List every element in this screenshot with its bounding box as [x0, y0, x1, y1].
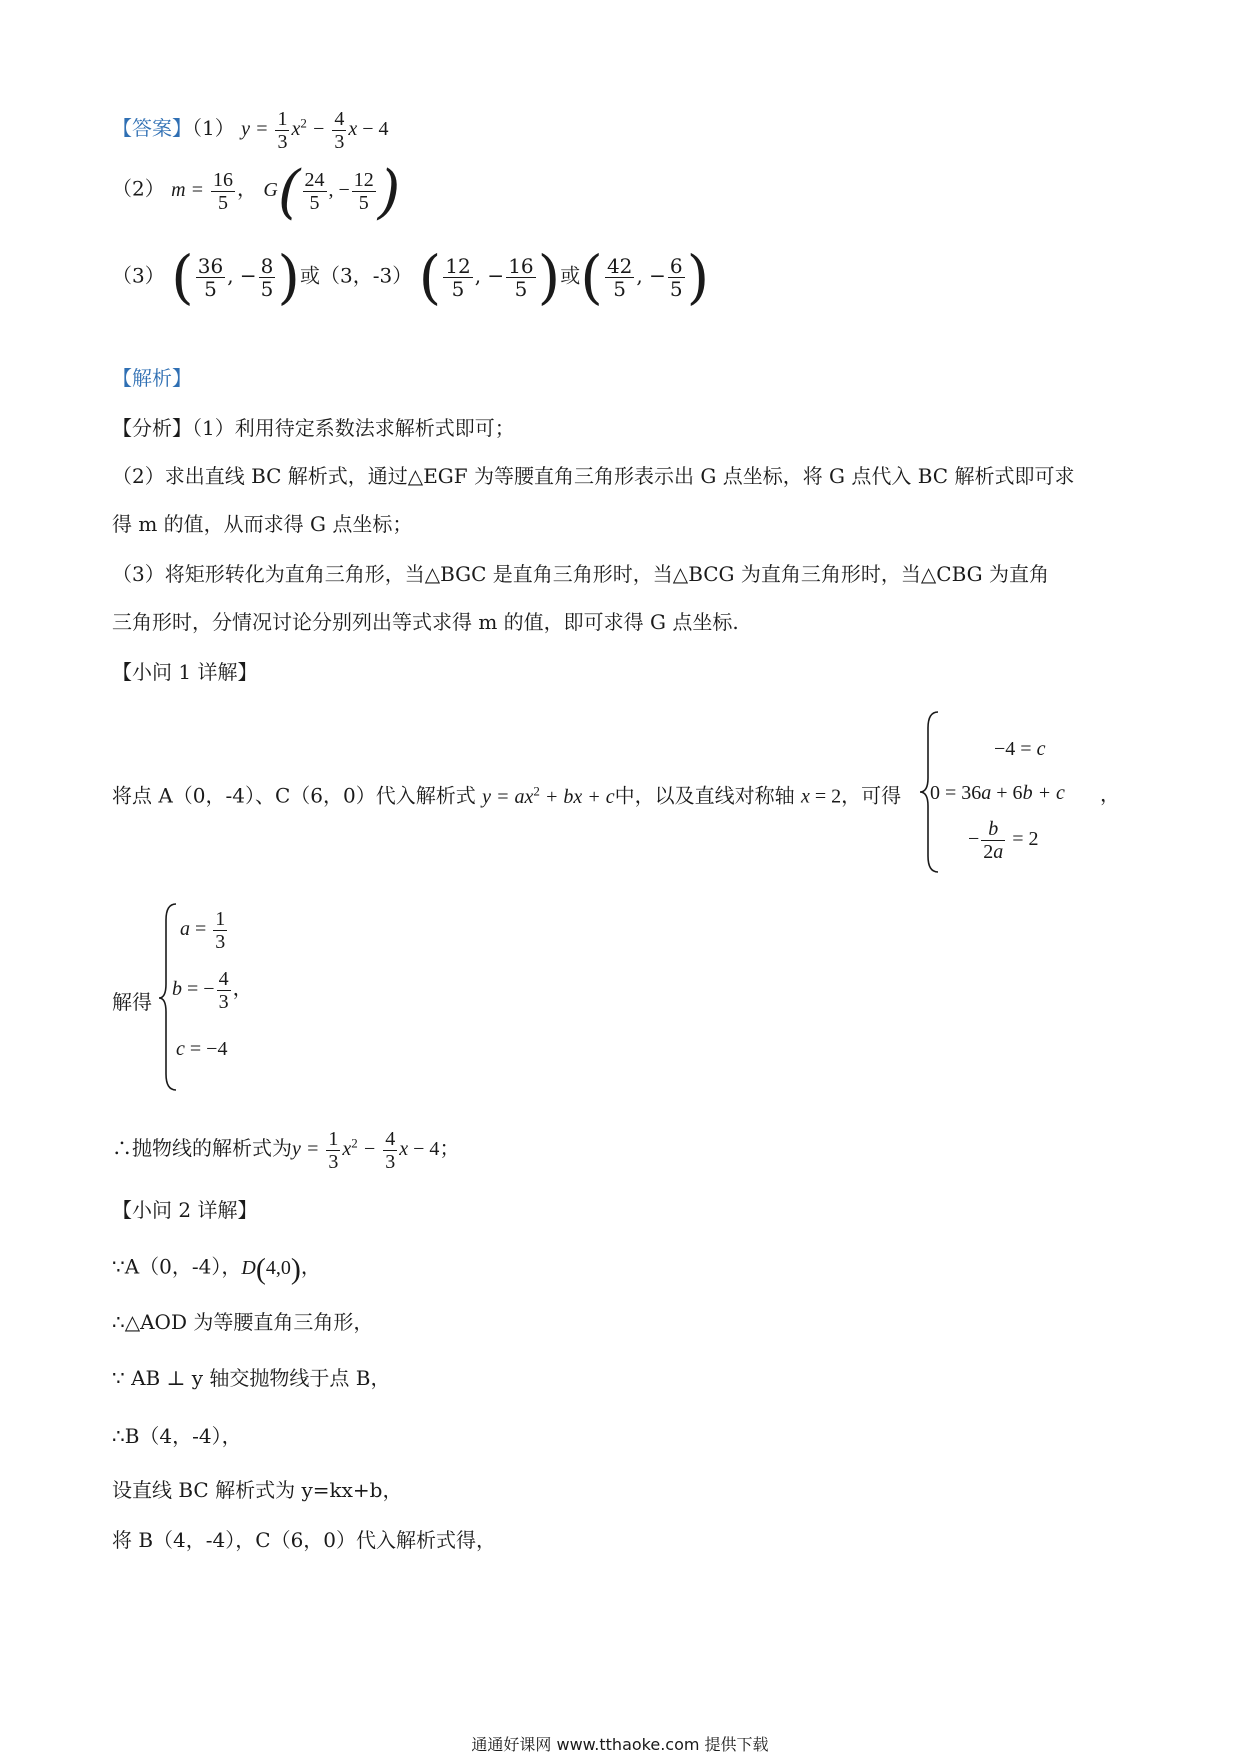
q2-line-6: 将 B（4，-4），C（6，0）代入解析式得，	[112, 1528, 497, 1552]
q1-jiede: 解得	[112, 990, 152, 1014]
solution-a: a = $\frac{1}{3}$	[180, 908, 226, 953]
q1-text-c: ，可得	[841, 783, 902, 808]
answer-part3: （3） ( $\frac{36}{5}$ , − $\frac{8}{5}$ )或（3，-3） ( $\frac{12}{5}$ , − $\frac{16}{5}$ )或( $\frac{42}{5}$ , − $\frac{6}{5}$ )	[112, 243, 710, 311]
answer-p2-label: （2）	[112, 176, 165, 201]
answer-part2	[112, 157, 401, 225]
analysis-fenxi-3: 得 m 的值，从而求得 G 点坐标；	[112, 512, 413, 536]
answer-p2-comma: ，	[237, 176, 258, 201]
formula-m: m = $\frac{16}{5}$	[171, 168, 234, 214]
analysis-fenxi-4: （3）将矩形转化为直角三角形，当△BGC 是直角三角形时，当△BCG 为直角三角形时，当△CBG 为直角	[112, 562, 1049, 586]
analysis-fenxi-2: （2）求出直线 BC 解析式，通过△EGF 为等腰直角三角形表示出 G 点坐标，将 G 点代入 BC 解析式即可求	[112, 464, 1075, 488]
formula-result: y = $\frac{1}{3}$ $x^2$ − $\frac{4}{3}$ x − 4	[292, 1128, 440, 1173]
system-eq-2: 0 = 36a + 6b + c	[930, 782, 1065, 804]
answer-p3-label: （3）	[112, 263, 165, 288]
q2-tag: 【小问 2 详解】	[112, 1198, 258, 1222]
solution-comma: ，	[232, 978, 253, 1001]
answer-p3-mid: （3，-3）	[320, 263, 413, 288]
system-eq-3: − $\frac{b}{2a}$ = 2	[968, 818, 1039, 863]
q1-system-comma: ，	[1100, 782, 1120, 806]
q2-l1-text: ∵A（0，-4），	[112, 1254, 242, 1279]
q2-l1-end: ，	[300, 1254, 321, 1279]
answer-p3-or1: 或	[300, 263, 321, 288]
q2-line-5: 设直线 BC 解析式为 y=kx+b，	[112, 1478, 403, 1502]
q2-line-2: ∴△AOD 为等腰直角三角形，	[112, 1310, 374, 1334]
solution-b: b = − $\frac{4}{3}$ ，	[172, 968, 253, 1013]
answer-part1	[112, 108, 389, 153]
answer-tag: 【答案】	[112, 116, 192, 141]
q1-semicolon: ；	[439, 1136, 460, 1161]
q1-tag: 【小问 1 详解】	[112, 660, 258, 684]
footer: 通通好课网 www.tthaoke.com 提供下载	[471, 1735, 769, 1754]
q1-conclusion	[112, 1128, 459, 1173]
q1-therefore: ∴抛物线的解析式为	[112, 1136, 292, 1161]
q1-text-a: 将点 A（0，-4）、C（6，0）代入解析式	[112, 783, 476, 808]
formula-parabola: y = $\frac{1}{3}$ $x^2$ − $\frac{4}{3}$ x − 4	[241, 108, 389, 153]
solution-c: c = −4	[176, 1038, 228, 1060]
analysis-tag: 【解析】	[112, 366, 192, 390]
point-d: D(4,0)	[241, 1252, 301, 1285]
formula-axis: x = 2	[800, 785, 842, 808]
analysis-fenxi-1: 【分析】（1）利用待定系数法求解析式即可；	[112, 416, 515, 440]
q1-substitute-line	[112, 784, 901, 807]
q2-line-4: ∴B（4，-4），	[112, 1424, 242, 1448]
formula-general: $y = ax^2$ + bx + c	[482, 783, 615, 808]
formula-g: G( $\frac{24}{5}$ , − $\frac{12}{5}$ )	[263, 157, 401, 225]
q1-text-b: 中，以及直线对称轴	[614, 783, 795, 808]
answer-p1-label: （1）	[192, 116, 235, 141]
q2-line-1	[112, 1254, 321, 1284]
system-eq-1: −4 = c	[994, 738, 1046, 760]
answer-p3-or2: 或	[560, 263, 581, 288]
analysis-fenxi-5: 三角形时，分情况讨论分别列出等式求得 m 的值，即可求得 G 点坐标.	[112, 610, 739, 634]
q2-line-3: ∵ AB ⊥ y 轴交抛物线于点 B，	[112, 1366, 391, 1390]
